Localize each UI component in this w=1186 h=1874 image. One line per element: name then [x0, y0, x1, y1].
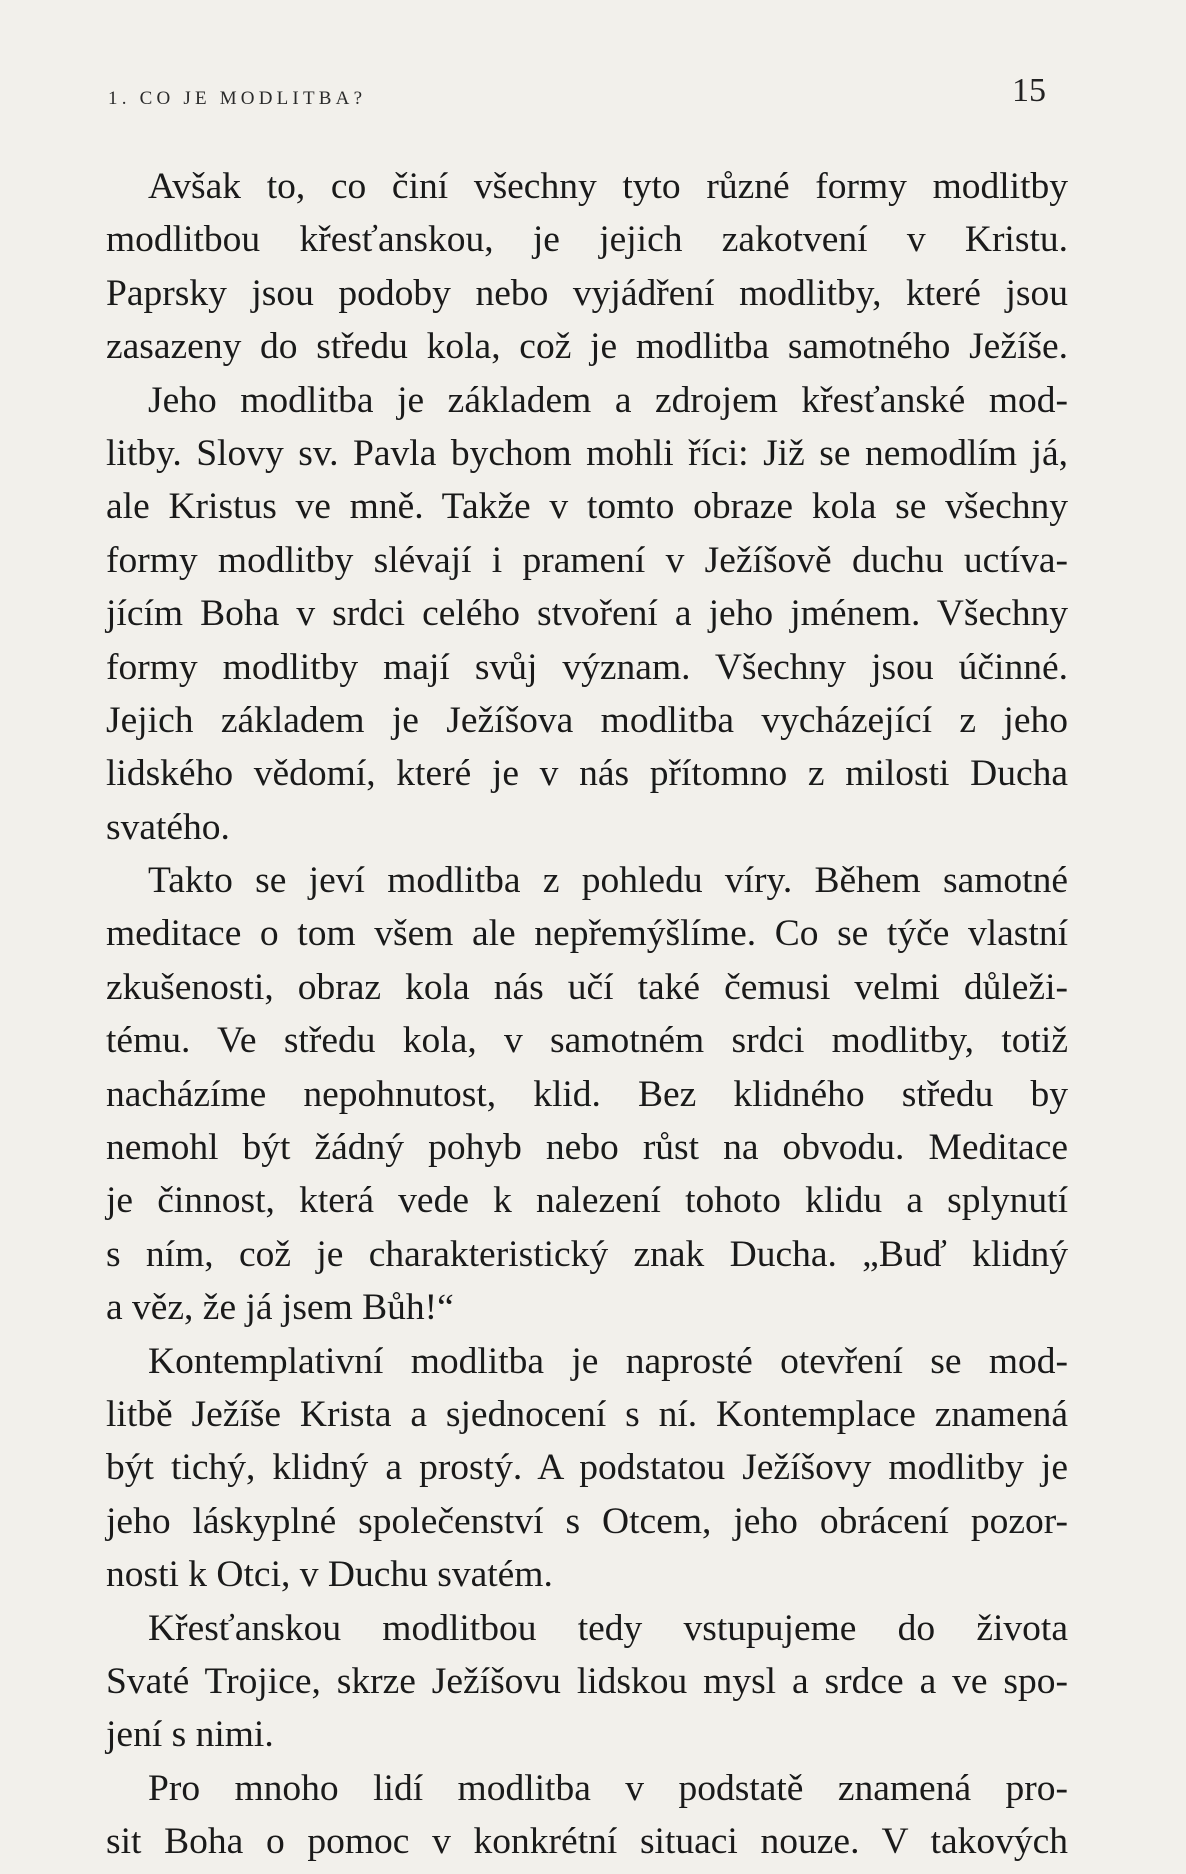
text-line: nemohl být žádný pohyb nebo růst na obvodu. Meditace [106, 1127, 1068, 1169]
text-line: Kontemplativní modlitba je naprosté otevření se mod- [148, 1340, 1068, 1382]
text-line: ale Kristus ve mně. Takže v tomto obraze kola se všechny [106, 486, 1068, 528]
text-line: zkušenosti, obraz kola nás učí také čemusi velmi důleži- [106, 966, 1068, 1008]
text-line: nosti k Otci, v Duchu svatém. [106, 1554, 553, 1596]
text-line: meditace o tom všem ale nepřemýšlíme. Co se týče vlastní [106, 913, 1068, 955]
text-line: lidského vědomí, které je v nás přítomno z milosti Ducha [106, 753, 1068, 795]
text-line: jícím Boha v srdci celého stvoření a jeho jménem. Všechny [106, 593, 1068, 635]
text-line: být tichý, klidný a prostý. A podstatou Ježíšovy modlitby je [106, 1447, 1068, 1489]
text-line: nacházíme nepohnutost, klid. Bez klidného středu by [106, 1073, 1068, 1115]
text-line: s ním, což je charakteristický znak Ducha. „Buď klidný [106, 1233, 1068, 1275]
text-line: Pro mnoho lidí modlitba v podstatě znamená pro- [148, 1767, 1068, 1809]
text-line: litby. Slovy sv. Pavla bychom mohli říci: Již se nemodlím já, [106, 432, 1068, 474]
text-line: Takto se jeví modlitba z pohledu víry. Během samotné [148, 860, 1068, 902]
running-head: 1. CO JE MODLITBA? [108, 88, 367, 109]
text-line: Svaté Trojice, skrze Ježíšovu lidskou mysl a srdce a ve spo- [106, 1660, 1068, 1702]
page-number: 15 [1012, 72, 1046, 109]
text-line: formy modlitby slévají i pramení v Ježíšově duchu uctíva- [106, 539, 1068, 581]
text-line: zasazeny do středu kola, což je modlitba samotného Ježíše. [106, 326, 1068, 368]
text-line: sit Boha o pomoc v konkrétní situaci nouze. V takových [106, 1821, 1068, 1863]
text-line: Paprsky jsou podoby nebo vyjádření modlitby, které jsou [106, 272, 1068, 314]
text-line: modlitbou křesťanskou, je jejich zakotvení v Kristu. [106, 219, 1068, 261]
text-line: Křesťanskou modlitbou tedy vstupujeme do života [148, 1607, 1068, 1649]
text-line: jeho láskyplné společenství s Otcem, jeho obrácení pozor- [106, 1500, 1068, 1542]
text-line: Avšak to, co činí všechny tyto různé formy modlitby [148, 166, 1068, 207]
text-line: svatého. [106, 806, 230, 848]
text-line: je činnost, která vede k nalezení tohoto klidu a splynutí [106, 1180, 1068, 1222]
text-line: jení s nimi. [106, 1714, 274, 1756]
text-line: Jejich základem je Ježíšova modlitba vycházející z jeho [106, 699, 1068, 741]
body-text [106, 160, 1068, 1869]
text-line: litbě Ježíše Krista a sjednocení s ní. Kontemplace znamená [106, 1393, 1068, 1435]
text-line: Jeho modlitba je základem a zdrojem křesťanské mod- [148, 379, 1068, 421]
text-line: formy modlitby mají svůj význam. Všechny jsou účinné. [106, 646, 1068, 688]
text-line: a věz, že já jsem Bůh!“ [106, 1287, 454, 1329]
text-line: tému. Ve středu kola, v samotném srdci modlitby, totiž [106, 1020, 1068, 1062]
